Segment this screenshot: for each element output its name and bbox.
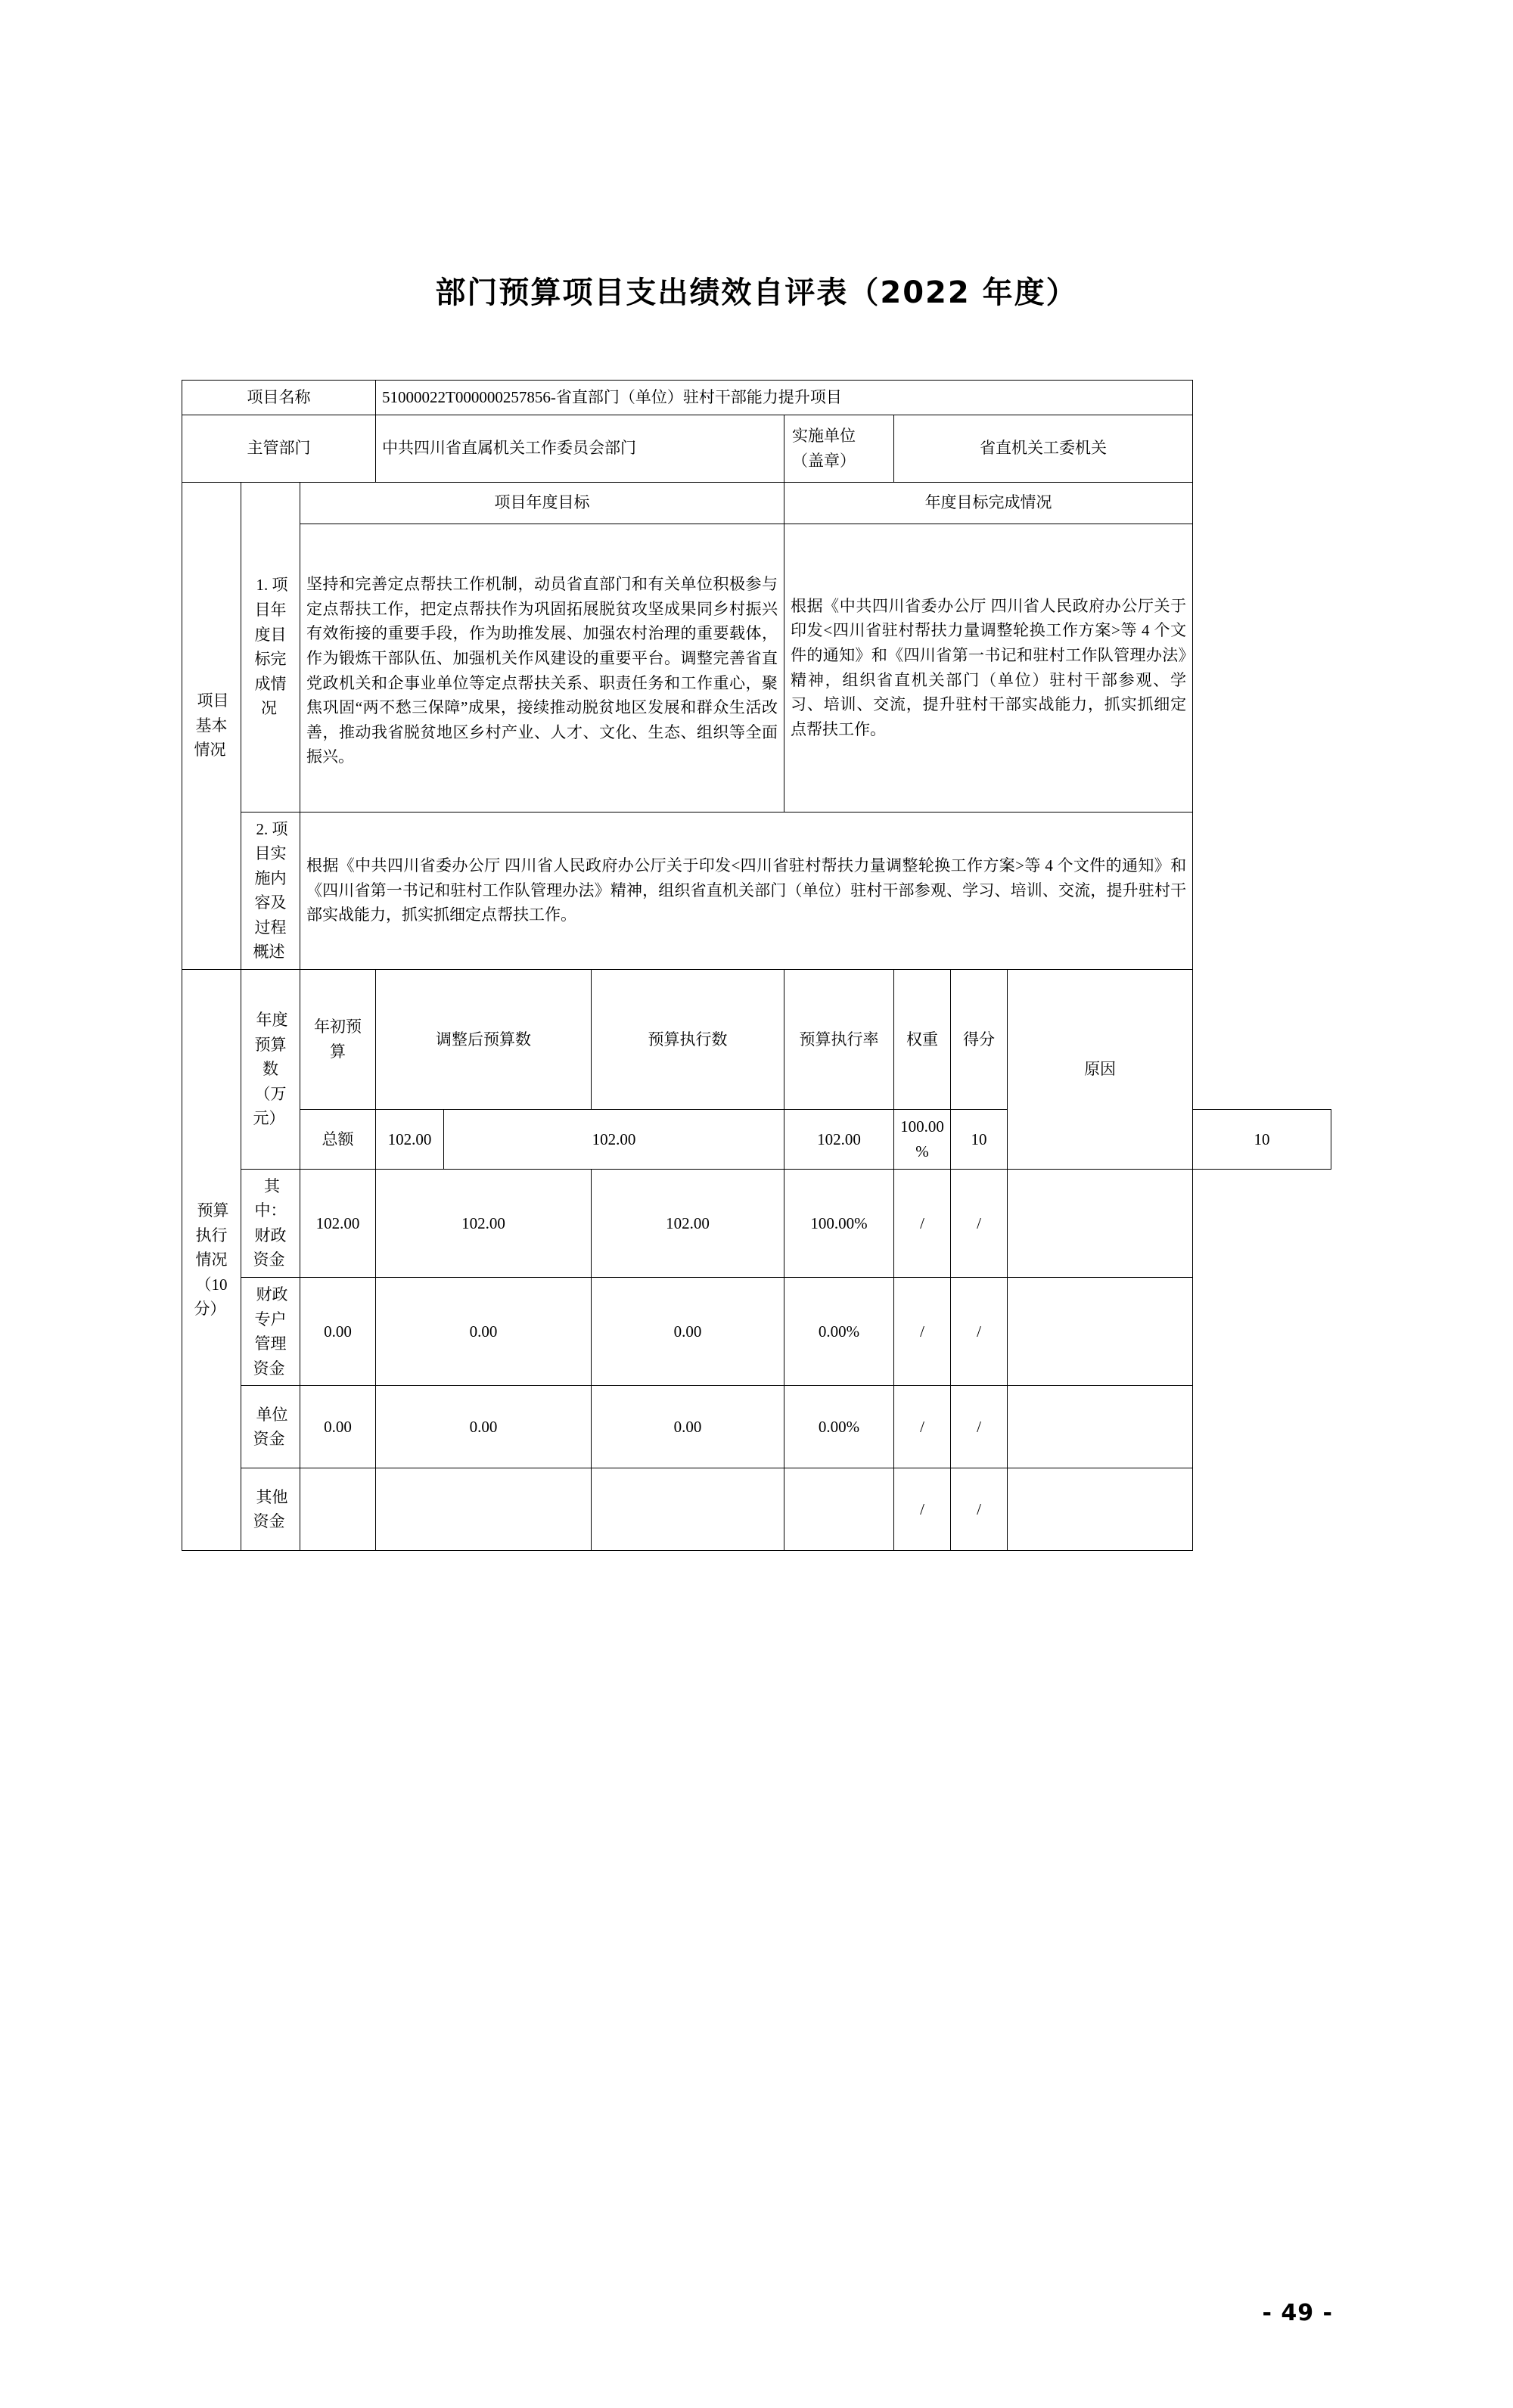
annual-goal-text: 坚持和完善定点帮扶工作机制，动员省直部门和有关单位积极参与定点帮扶工作，把定点帮扶作为巩固拓展脱贫攻坚成果同乡村振兴有效衔接的重要手段，作为助推发展、加强农村治理的重要载体，作为锻炼干部队伍、加强机关作风建设的重要平台。调整完善省直党政机关和企事业单位等定点帮扶关系、职责任务和工作重心，聚焦巩固“两不愁三保障”成果，接续推动脱贫地区发展和群众生活改善，推动我省脱贫地区乡村产业、人才、文化、生态、组织等全面振兴。 xyxy=(300,524,784,812)
fiscal-score: / xyxy=(951,1169,1008,1277)
unit-execution-rate: 0.00% xyxy=(784,1386,894,1468)
total-score: 10 xyxy=(1193,1109,1331,1169)
total-execution-rate: 100.00% xyxy=(894,1109,951,1169)
column-header-weight: 权重 xyxy=(894,969,951,1109)
unit-score: / xyxy=(951,1386,1008,1468)
fiscal-reason xyxy=(1008,1169,1193,1277)
annual-goal-completion-text: 根据《中共四川省委办公厅 四川省人民政府办公厅关于印发<四川省驻村帮扶力量调整轮换工作方案>等 4 个文件的通知》和《四川省第一书记和驻村工作队管理办法》精神，组织省直机关部门（单位）驻村干部参观、学习、培训、交流，提升驻村干部实战能力，抓实抓细定点帮扶工作。 xyxy=(784,524,1193,812)
special-adjusted-budget: 0.00 xyxy=(376,1278,592,1386)
other-executed-budget xyxy=(592,1468,784,1551)
fiscal-adjusted-budget: 102.00 xyxy=(376,1169,592,1277)
special-reason xyxy=(1008,1278,1193,1386)
performance-self-evaluation-table xyxy=(182,380,1331,1551)
row-label-unit-funds: 单位资金 xyxy=(241,1386,300,1468)
implementation-content-label: 2. 项目实施内容及过程概述 xyxy=(241,812,300,969)
column-header-score: 得分 xyxy=(951,969,1008,1109)
row-label-special-account-funds: 财政专户管理资金 xyxy=(241,1278,300,1386)
project-name-label: 项目名称 xyxy=(182,381,376,415)
table-row-special-account-funds xyxy=(182,1278,1331,1386)
column-header-execution-rate: 预算执行率 xyxy=(784,969,894,1109)
fiscal-execution-rate: 100.00% xyxy=(784,1169,894,1277)
unit-initial-budget: 0.00 xyxy=(300,1386,376,1468)
total-adjusted-budget: 102.00 xyxy=(444,1109,784,1169)
implementing-unit-label: 实施单位 （盖章） xyxy=(784,415,894,482)
basic-info-label: 项目基本情况 xyxy=(182,482,241,969)
unit-weight: / xyxy=(894,1386,951,1468)
column-header-reason: 原因 xyxy=(1008,969,1193,1169)
goal-row-label: 1. 项目年度目标完成情况 xyxy=(241,482,300,812)
table-row-other-funds xyxy=(182,1468,1331,1551)
special-weight: / xyxy=(894,1278,951,1386)
unit-executed-budget: 0.00 xyxy=(592,1386,784,1468)
implementation-content-text: 根据《中共四川省委办公厅 四川省人民政府办公厅关于印发<四川省驻村帮扶力量调整轮换工作方案>等 4 个文件的通知》和《四川省第一书记和驻村工作队管理办法》精神，组织省直机关部门（单位）驻村干部参观、学习、培训、交流，提升驻村干部实战能力，抓实抓细定点帮扶工作。 xyxy=(300,812,1193,969)
total-initial-budget: 102.00 xyxy=(376,1109,444,1169)
total-executed-budget: 102.00 xyxy=(784,1109,894,1169)
column-header-executed-budget: 预算执行数 xyxy=(592,969,784,1109)
table-row-unit-funds xyxy=(182,1386,1331,1468)
table-row-project-name xyxy=(182,381,1331,415)
annual-goal-completion-header: 年度目标完成情况 xyxy=(784,482,1193,524)
unit-reason xyxy=(1008,1386,1193,1468)
other-reason xyxy=(1008,1468,1193,1551)
table-row-goal-text xyxy=(182,524,1331,812)
special-executed-budget: 0.00 xyxy=(592,1278,784,1386)
other-weight: / xyxy=(894,1468,951,1551)
page-number: - 49 - xyxy=(1262,2300,1333,2326)
table-row-fiscal-funds xyxy=(182,1169,1331,1277)
fiscal-weight: / xyxy=(894,1169,951,1277)
table-row-goal-headers xyxy=(182,482,1331,524)
special-score: / xyxy=(951,1278,1008,1386)
special-execution-rate: 0.00% xyxy=(784,1278,894,1386)
row-label-other-funds: 其他资金 xyxy=(241,1468,300,1551)
other-execution-rate xyxy=(784,1468,894,1551)
table-row-implementation-content xyxy=(182,812,1331,969)
document-page xyxy=(0,269,1513,2408)
budget-execution-label: 预算执行情况（10 分） xyxy=(182,969,241,1550)
other-initial-budget xyxy=(300,1468,376,1551)
implementing-unit-value: 省直机关工委机关 xyxy=(894,415,1193,482)
department-value: 中共四川省直属机关工作委员会部门 xyxy=(376,415,784,482)
fiscal-executed-budget: 102.00 xyxy=(592,1169,784,1277)
annual-goal-header: 项目年度目标 xyxy=(300,482,784,524)
column-header-initial-budget: 年初预算 xyxy=(300,969,376,1109)
page-title: 部门预算项目支出绩效自评表（2022 年度） xyxy=(435,275,1078,310)
special-initial-budget: 0.00 xyxy=(300,1278,376,1386)
row-label-fiscal-funds: 其中：财政资金 xyxy=(241,1169,300,1277)
annual-budget-label: 年度预算数（万元） xyxy=(241,969,300,1169)
project-name-value: 51000022T000000257856-省直部门（单位）驻村干部能力提升项目 xyxy=(376,381,1193,415)
table-row-budget-header xyxy=(182,969,1331,1109)
unit-adjusted-budget: 0.00 xyxy=(376,1386,592,1468)
other-adjusted-budget xyxy=(376,1468,592,1551)
fiscal-initial-budget: 102.00 xyxy=(300,1169,376,1277)
other-score: / xyxy=(951,1468,1008,1551)
table-row-department xyxy=(182,415,1331,482)
row-label-total: 总额 xyxy=(300,1109,376,1169)
total-weight: 10 xyxy=(951,1109,1008,1169)
department-label: 主管部门 xyxy=(182,415,376,482)
column-header-adjusted-budget: 调整后预算数 xyxy=(376,969,592,1109)
